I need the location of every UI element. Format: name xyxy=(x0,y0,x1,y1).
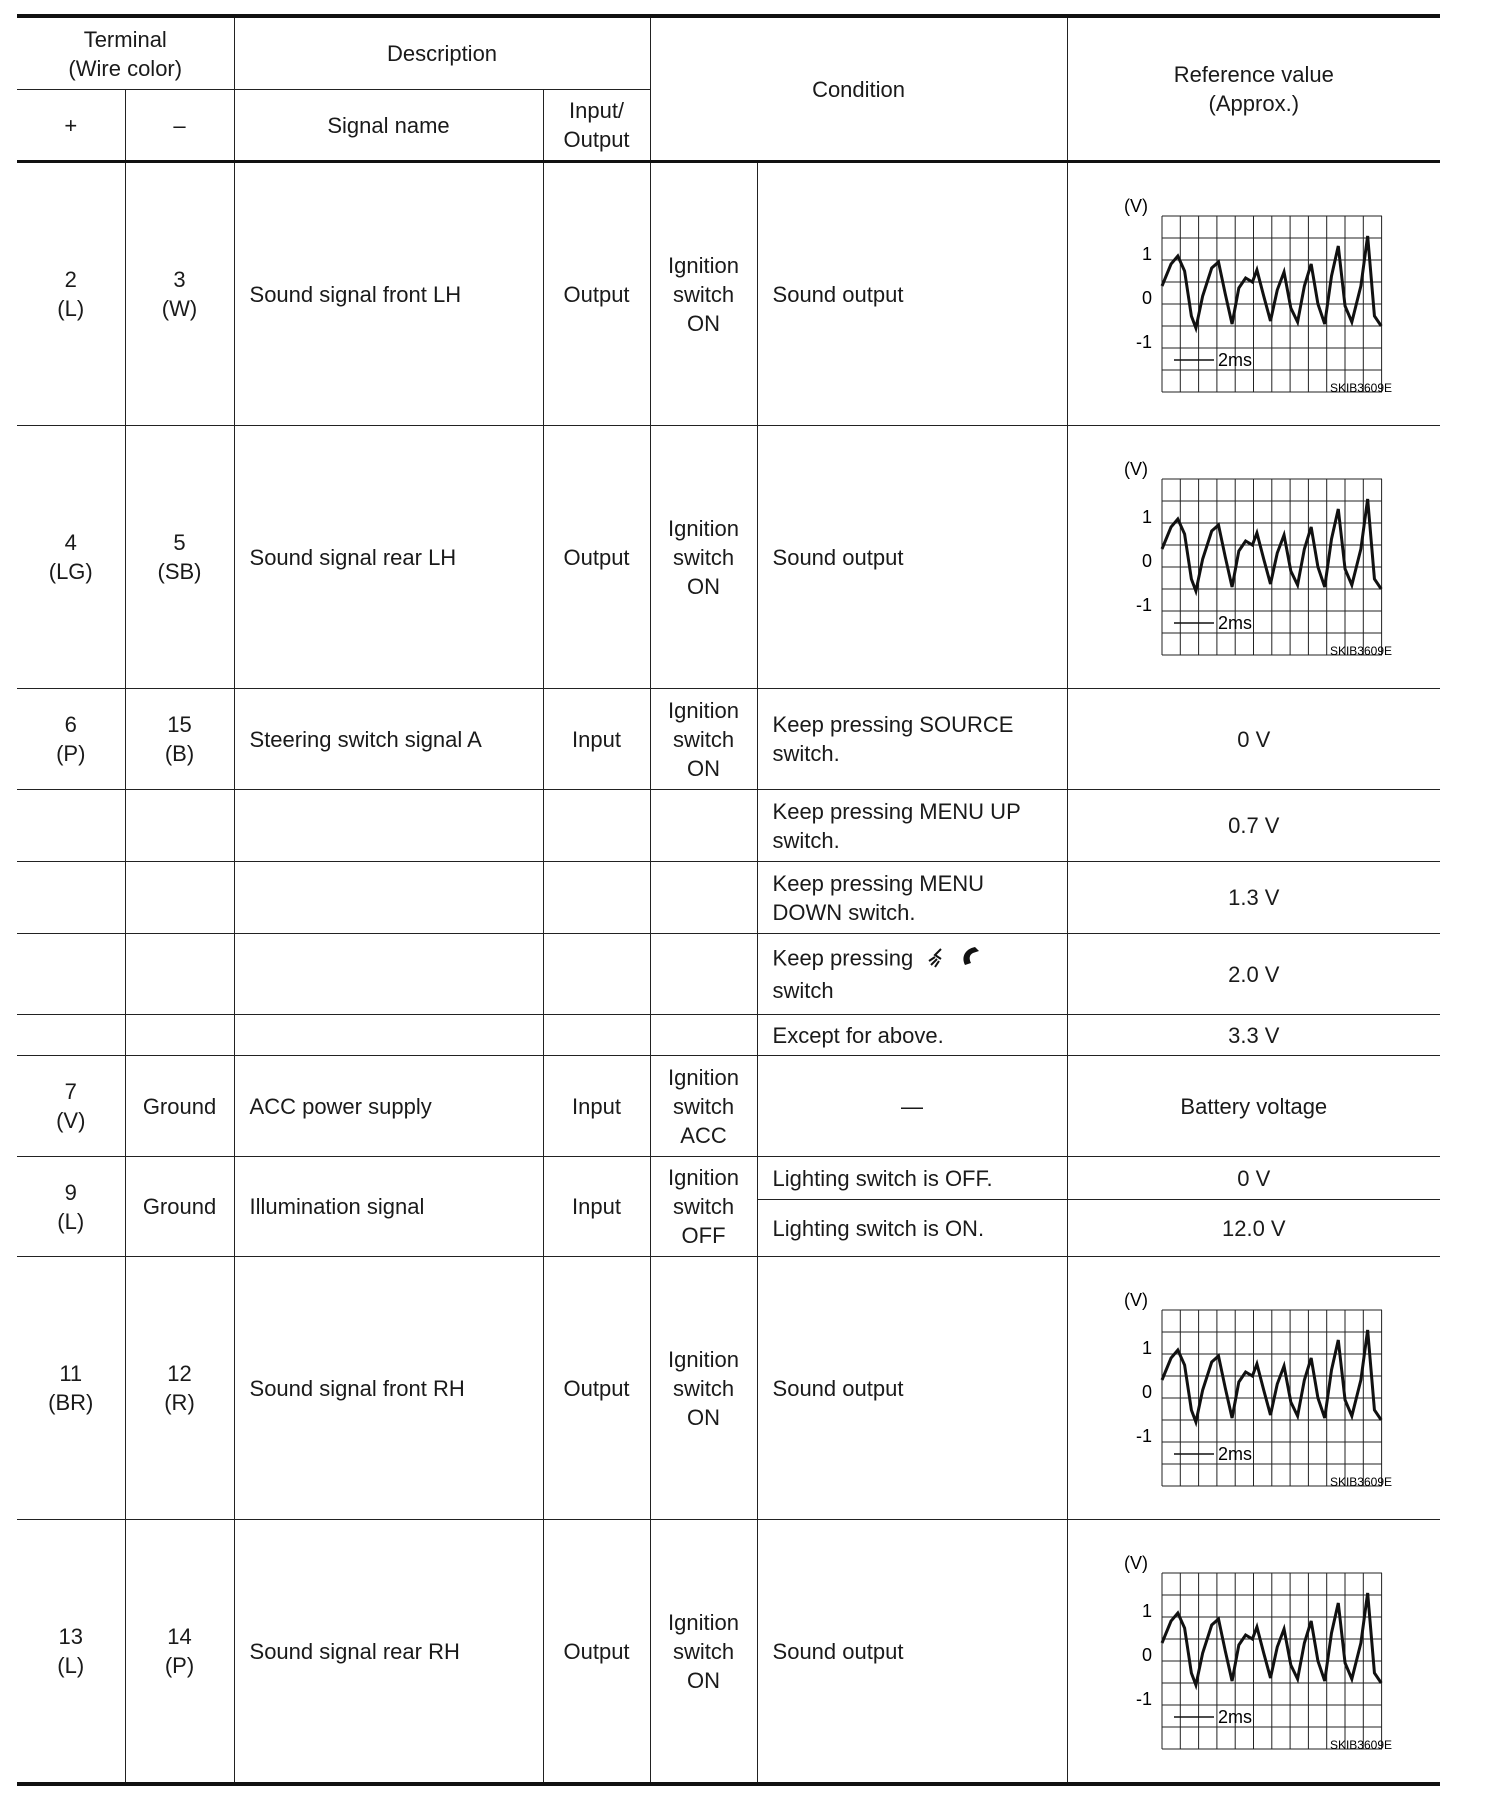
reference-waveform xyxy=(1067,1520,1440,1785)
svg-text:1: 1 xyxy=(1141,1338,1152,1358)
terminal-plus: 6 (P) xyxy=(17,689,125,790)
reference-waveform xyxy=(1067,162,1440,426)
condition-switch: Ignition switch ON xyxy=(650,426,757,689)
table-row xyxy=(17,1157,1440,1200)
io: Output xyxy=(543,162,650,426)
condition-switch: Ignition switch ON xyxy=(650,162,757,426)
svg-text:0: 0 xyxy=(1141,288,1152,308)
signal-name: Sound signal front LH xyxy=(234,162,543,426)
header-description: Description xyxy=(234,16,650,90)
svg-text:2ms: 2ms xyxy=(1217,350,1252,370)
header-signal-name: Signal name xyxy=(234,90,543,162)
svg-text:(V): (V) xyxy=(1123,459,1148,479)
condition-detail: — xyxy=(757,1056,1067,1157)
header-plus: + xyxy=(17,90,125,162)
table-row xyxy=(17,1015,1440,1056)
terminal-minus: 12 (R) xyxy=(125,1257,234,1520)
header-reference: Reference value (Approx.) xyxy=(1067,16,1440,162)
condition-detail: Keep pressing SOURCE switch. xyxy=(757,689,1067,790)
table-row xyxy=(17,862,1440,934)
table-row xyxy=(17,934,1440,1015)
terminal-plus: 4 (LG) xyxy=(17,426,125,689)
table-row xyxy=(17,689,1440,790)
condition-detail: Keep pressing MENU DOWN switch. xyxy=(757,862,1067,934)
svg-text:-1: -1 xyxy=(1135,1426,1152,1446)
condition-switch: Ignition switch ON xyxy=(650,1257,757,1520)
svg-text:-1: -1 xyxy=(1135,1689,1152,1709)
signal-name: Sound signal front RH xyxy=(234,1257,543,1520)
reference-value: 3.3 V xyxy=(1067,1015,1440,1056)
table-row xyxy=(17,162,1440,426)
io: Input xyxy=(543,689,650,790)
waveform-graph xyxy=(1074,1551,1435,1751)
header-condition: Condition xyxy=(650,16,1067,162)
terminal-plus: 13 (L) xyxy=(17,1520,125,1785)
condition-switch: Ignition switch ON xyxy=(650,1520,757,1785)
reference-value: 0.7 V xyxy=(1067,790,1440,862)
svg-text:(V): (V) xyxy=(1123,1553,1148,1573)
svg-text:(V): (V) xyxy=(1123,1290,1148,1310)
table-row xyxy=(17,426,1440,689)
header-io: Input/ Output xyxy=(543,90,650,162)
waveform-graph xyxy=(1074,457,1435,657)
terminal-minus: 3 (W) xyxy=(125,162,234,426)
svg-text:-1: -1 xyxy=(1135,595,1152,615)
svg-text:(V): (V) xyxy=(1123,196,1148,216)
condition-detail: Sound output xyxy=(757,1257,1067,1520)
svg-text:-1: -1 xyxy=(1135,332,1152,352)
header-minus: – xyxy=(125,90,234,162)
table-row xyxy=(17,1520,1440,1785)
condition-switch: Ignition switch ACC xyxy=(650,1056,757,1157)
terminal-minus: 5 (SB) xyxy=(125,426,234,689)
signal-name: Sound signal rear LH xyxy=(234,426,543,689)
condition-detail: Keep pressing switch xyxy=(757,934,1067,1015)
io: Output xyxy=(543,1257,650,1520)
reference-value: 1.3 V xyxy=(1067,862,1440,934)
terminal-plus: 2 (L) xyxy=(17,162,125,426)
table-row xyxy=(17,1056,1440,1157)
signal-name: Illumination signal xyxy=(234,1157,543,1257)
terminal-plus: 7 (V) xyxy=(17,1056,125,1157)
svg-text:2ms: 2ms xyxy=(1217,1707,1252,1727)
svg-text:SKIB3609E: SKIB3609E xyxy=(1329,644,1392,657)
io: Input xyxy=(543,1056,650,1157)
svg-text:0: 0 xyxy=(1141,551,1152,571)
svg-text:SKIB3609E: SKIB3609E xyxy=(1329,1738,1392,1751)
terminal-minus: Ground xyxy=(125,1157,234,1257)
terminal-plus: 11 (BR) xyxy=(17,1257,125,1520)
signal-name: Steering switch signal A xyxy=(234,689,543,790)
voice-phone-icon xyxy=(925,943,989,976)
reference-value: 0 V xyxy=(1067,1157,1440,1200)
terminal-minus: 14 (P) xyxy=(125,1520,234,1785)
condition-switch: Ignition switch ON xyxy=(650,689,757,790)
condition-detail: Sound output xyxy=(757,426,1067,689)
signal-name: Sound signal rear RH xyxy=(234,1520,543,1785)
condition-detail: Except for above. xyxy=(757,1015,1067,1056)
table-row xyxy=(17,1257,1440,1520)
terminal-minus: Ground xyxy=(125,1056,234,1157)
reference-waveform xyxy=(1067,426,1440,689)
condition-detail: Lighting switch is OFF. xyxy=(757,1157,1067,1200)
reference-value: 0 V xyxy=(1067,689,1440,790)
condition-detail: Keep pressing MENU UP switch. xyxy=(757,790,1067,862)
waveform-graph xyxy=(1074,1288,1435,1488)
table-row xyxy=(17,790,1440,862)
terminal-table xyxy=(17,14,1440,1786)
svg-text:SKIB3609E: SKIB3609E xyxy=(1329,381,1392,394)
svg-text:1: 1 xyxy=(1141,507,1152,527)
header-terminal: Terminal (Wire color) xyxy=(17,16,234,90)
reference-value: 2.0 V xyxy=(1067,934,1440,1015)
svg-text:2ms: 2ms xyxy=(1217,613,1252,633)
reference-waveform xyxy=(1067,1257,1440,1520)
svg-text:0: 0 xyxy=(1141,1645,1152,1665)
terminal-plus: 9 (L) xyxy=(17,1157,125,1257)
svg-text:SKIB3609E: SKIB3609E xyxy=(1329,1475,1392,1488)
reference-value: 12.0 V xyxy=(1067,1200,1440,1257)
condition-detail: Sound output xyxy=(757,162,1067,426)
condition-detail: Sound output xyxy=(757,1520,1067,1785)
svg-text:1: 1 xyxy=(1141,1601,1152,1621)
condition-detail: Lighting switch is ON. xyxy=(757,1200,1067,1257)
signal-name: ACC power supply xyxy=(234,1056,543,1157)
terminal-minus: 15 (B) xyxy=(125,689,234,790)
io: Output xyxy=(543,1520,650,1785)
io: Output xyxy=(543,426,650,689)
waveform-graph xyxy=(1074,194,1435,394)
svg-text:0: 0 xyxy=(1141,1382,1152,1402)
svg-text:2ms: 2ms xyxy=(1217,1444,1252,1464)
reference-value: Battery voltage xyxy=(1067,1056,1440,1157)
condition-switch: Ignition switch OFF xyxy=(650,1157,757,1257)
svg-text:1: 1 xyxy=(1141,244,1152,264)
io: Input xyxy=(543,1157,650,1257)
